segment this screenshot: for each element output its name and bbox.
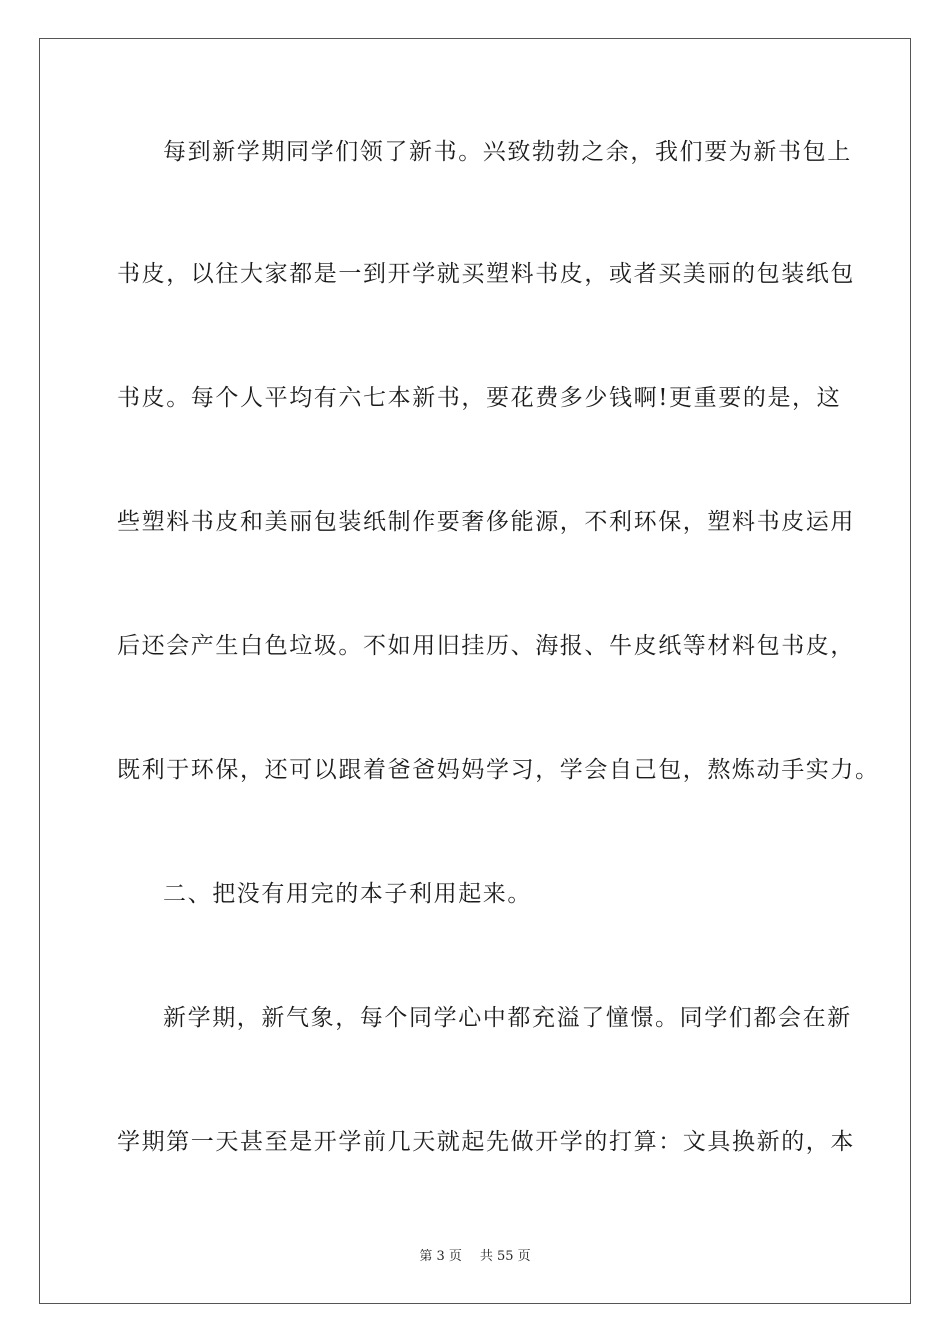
paragraph-1-line-6: 既利于环保，还可以跟着爸爸妈妈学习，学会自己包，熬炼动手实力。 (117, 757, 880, 783)
page-border (39, 38, 911, 1304)
paragraph-2-line-1: 新学期，新气象，每个同学心中都充溢了憧憬。同学们都会在新 (163, 1005, 852, 1031)
paragraph-1-line-4: 些塑料书皮和美丽包装纸制作要奢侈能源，不利环保，塑料书皮运用 (117, 509, 855, 535)
page-total: 共 55 页 (479, 1249, 531, 1264)
paragraph-1-line-5: 后还会产生白色垃圾。不如用旧挂历、海报、牛皮纸等材料包书皮， (117, 633, 855, 659)
page-number: 第 3 页 (419, 1249, 462, 1264)
paragraph-2-line-2: 学期第一天甚至是开学前几天就起先做开学的打算：文具换新的，本 (117, 1129, 855, 1155)
page-footer (0, 1248, 950, 1266)
paragraph-1-line-3: 书皮。每个人平均有六七本新书，要花费多少钱啊!更重要的是，这 (117, 385, 842, 411)
paragraph-1-line-1: 每到新学期同学们领了新书。兴致勃勃之余，我们要为新书包上 (163, 139, 852, 165)
section-heading-2: 二、把没有用完的本子利用起来。 (163, 881, 532, 907)
paragraph-1-line-2: 书皮，以往大家都是一到开学就买塑料书皮，或者买美丽的包装纸包 (117, 261, 855, 287)
